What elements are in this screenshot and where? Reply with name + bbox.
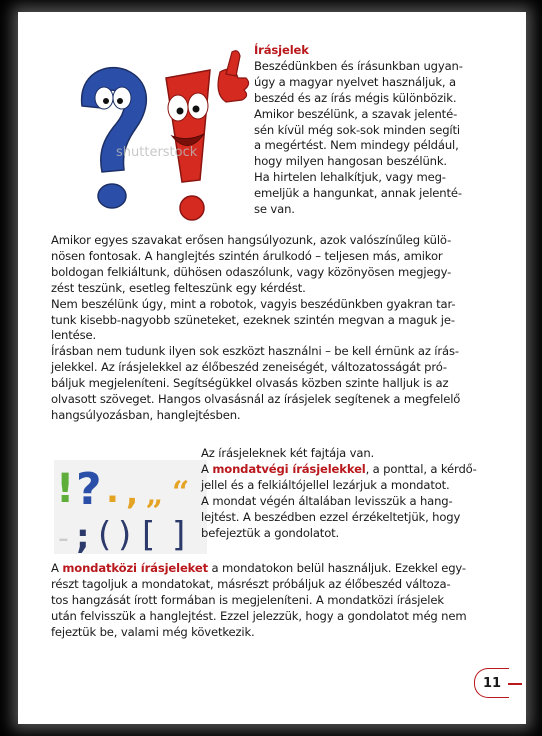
svg-text:„: „ [146,477,164,512]
question-mark-character [82,68,147,208]
paragraph-line: lentése. [51,328,97,343]
intro-block [254,43,482,218]
punctuation-cartoon-illustration [54,44,254,234]
inner-line: tos hangzását írott formában is megjeleníteni. A mondatközi írásjelek [51,592,444,607]
ending-line: jellel és a felkiáltójellel lezárjuk a mondatot. [201,477,450,492]
intro-line: Amikor beszélünk, a szavak jelenté- [254,106,458,121]
types-intro: Az írásjeleknek két fajtája van. [201,446,375,460]
page-number-rule [508,683,522,685]
svg-text:[: [ [142,515,156,554]
paragraph-line: boldogan felkiáltunk, dühösen odaszólunk, vagy közönyösen megjegy- [51,264,452,279]
paragraph-line: tunk kisebb-nagyobb szüneteket, ezeknek szintén megvan a maguk je- [51,312,455,327]
page-number: 11 [474,668,509,698]
svg-text:!: ! [56,466,75,512]
intro-line: se van. [254,202,295,217]
intro-line: emeljük a hangunkat, annak jelenté- [254,186,462,201]
inner-marks-block [51,561,491,641]
paragraph-line: Nem beszélünk úgy, mint a robotok, vagyis beszédünkben gyakran tar- [51,296,456,311]
svg-text:,: , [126,474,139,512]
svg-text:]: ] [172,515,186,554]
svg-text:;: ; [76,517,90,554]
exclamation-mark-character [166,51,249,220]
inner-line: után felvisszük a hanglejtést. Ezzel jelezzük, hogy a gondolatot még nem [51,608,467,623]
intro-line: a megértést. Nem mindegy például, [254,138,459,153]
term-sentence-end-marks: mondatvégi írásjelekkel [212,461,366,476]
term-inner-marks: mondatközi írásjeleket [62,561,209,575]
paragraph-line: zést teszünk, esetleg felteszünk egy kérdést. [51,280,306,295]
intro-line: Ha hirtelen lehalkítjuk, vagy meg- [254,170,446,185]
intro-line: úgy a magyar nyelvet használjuk, a [254,74,456,89]
book-page [18,12,526,724]
types-block [201,446,477,541]
svg-text:.: . [106,471,119,511]
paragraph-line: hangsúlyozásban, hanglejtésben. [51,407,241,422]
paragraph-line: Írásban nem tudunk ilyen sok eszközt használni – be kell érnünk az írás- [51,344,459,359]
body-text-block [51,233,491,424]
paragraph-line: báljuk megjeleníteni. Segítségükkel olvasás közben szinte halljuk is az [51,376,449,391]
svg-text:“: “ [172,475,190,510]
svg-text:): ) [118,515,132,554]
ending-marks-line: A mondatvégi írásjelekkel, a ponttal, a kérdő- [201,461,477,476]
inner-line: részt tagoljuk a mondatokat, másrészt próbáljuk az élőbeszéd változa- [51,576,451,591]
ending-line: lejtést. A beszédben ezzel érzékeltetjük, hogy [201,509,461,524]
intro-line: beszéd és az írás mégis különbözik. [254,90,457,105]
punctuation-symbols-image [54,460,207,554]
intro-line: hogy milyen hangosan beszélünk. [254,154,447,169]
intro-line: Beszédünkben és írásunkban ugyan- [254,58,463,73]
svg-text:(: ( [98,515,112,554]
inner-marks-line: A mondatközi írásjeleket a mondatokon belül használjuk. Ezekkel egy- [51,561,466,575]
paragraph-line: jelekkel. Az írásjelekkel az élőbeszéd zeneiségét, változatosságát pró- [51,360,447,375]
paragraph-line: olvasott szöveget. Hangos olvasásnál az írásjelek segítenek a megfelelő [51,392,461,407]
section-heading: Írásjelek [254,43,309,57]
watermark-text: shutterstock [116,145,198,160]
intro-line: sén kívül még sok-sok minden segíti [254,122,460,137]
ending-line: befejeztük a gondolatot. [201,525,340,540]
ending-line: A mondat végén általában levisszük a hang- [201,493,453,508]
svg-text:-: - [58,521,69,554]
paragraph-line: Amikor egyes szavakat erősen hangsúlyozunk, azok valószínűleg külö- [51,233,452,247]
inner-line: fejeztük be, valami még következik. [51,624,255,639]
svg-text:?: ? [76,464,102,515]
paragraph-line: nösen fontosak. A hanglejtés szintén árulkodó – teljesen más, amikor [51,248,443,263]
